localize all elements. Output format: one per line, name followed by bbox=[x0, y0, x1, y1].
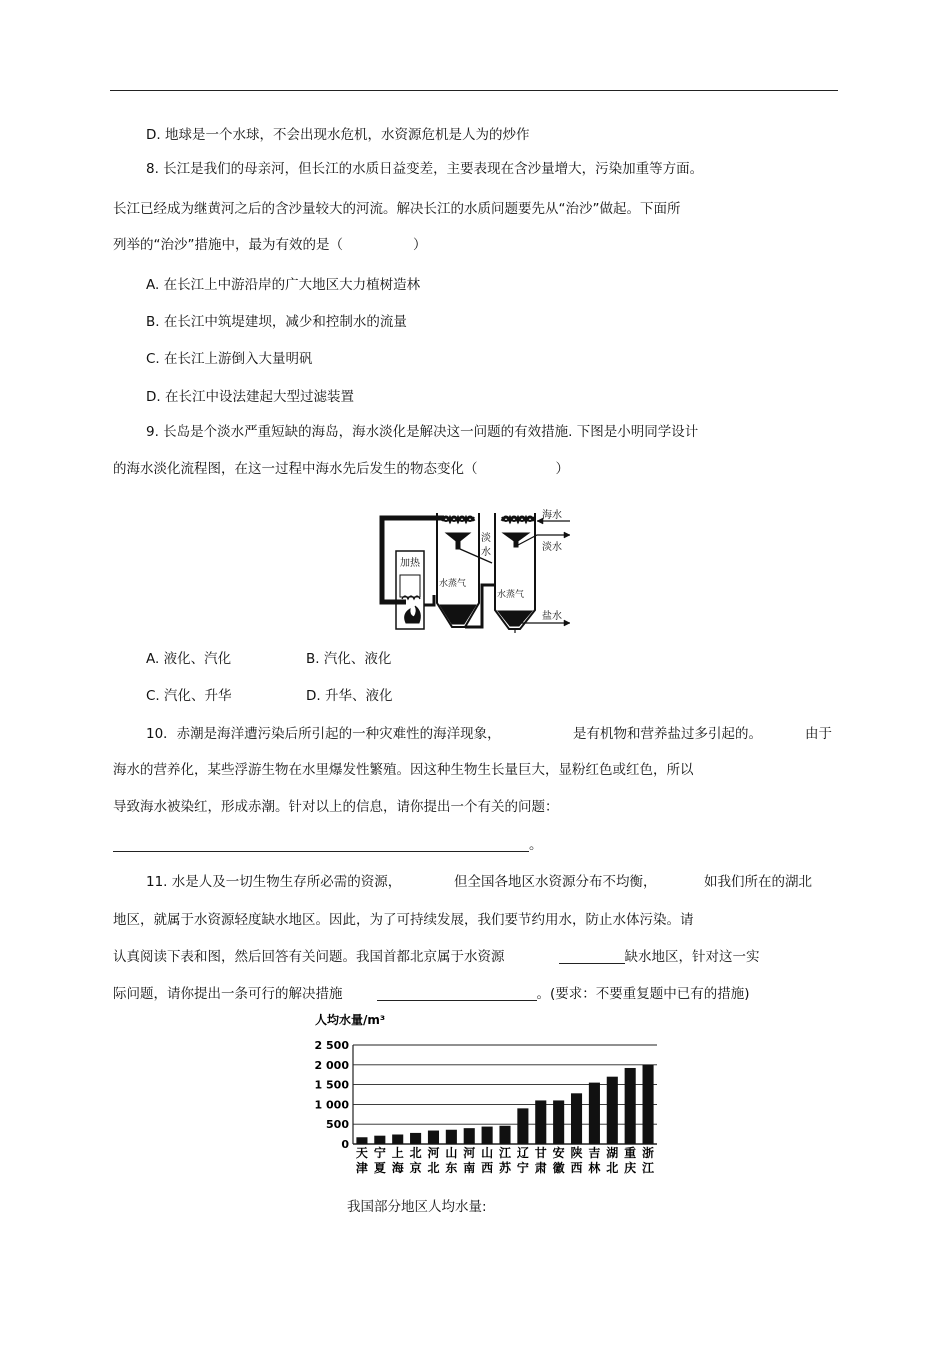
q7-option-d: D. 地球是一个水球，不会出现水危机，水资源危机是人为的炒作 bbox=[146, 127, 530, 143]
x-tick-label: 南 bbox=[463, 1161, 476, 1175]
freshwater-arrow-icon bbox=[564, 532, 570, 538]
x-tick-label: 宁 bbox=[373, 1146, 386, 1160]
desalination-diagram bbox=[372, 505, 577, 633]
y-tick-label: 2 500 bbox=[314, 1039, 349, 1052]
q10-stem-line1c: 由于 bbox=[805, 726, 832, 742]
q11-stem-line3 bbox=[113, 948, 760, 966]
q8-stem-line2: 长江已经成为继黄河之后的含沙量较大的河流。解决长江的水质问题要先从“治沙”做起。下面所 bbox=[113, 201, 681, 217]
bar-陕西 bbox=[571, 1093, 582, 1144]
q9-option-d: D. 升华、液化 bbox=[306, 688, 393, 704]
y-tick-label: 2 000 bbox=[314, 1058, 349, 1072]
x-tick-label: 甘 bbox=[534, 1146, 547, 1160]
bar-河北 bbox=[428, 1131, 439, 1144]
y-tick-label: 500 bbox=[326, 1118, 349, 1132]
bar-甘肃 bbox=[535, 1100, 546, 1144]
q11-stem-line2: 地区，就属于水资源轻度缺水地区。因此，为了可持续发展，我们要节约用水，防止水体污染。请 bbox=[113, 912, 694, 928]
x-tick-label: 安 bbox=[552, 1146, 565, 1160]
bar-天津 bbox=[356, 1137, 367, 1144]
q8-option-c: C. 在长江上游倒入大量明矾 bbox=[146, 351, 313, 367]
x-tick-label: 津 bbox=[355, 1161, 368, 1175]
x-tick-label: 夏 bbox=[373, 1161, 386, 1175]
q10-answer-line bbox=[113, 836, 543, 854]
bar-山东 bbox=[446, 1130, 457, 1144]
x-tick-label: 湖 bbox=[606, 1146, 619, 1160]
q11-stem-line1a: 11. 水是人及一切生物生存所必需的资源， bbox=[146, 874, 402, 890]
q11-stem-text4b: 。(要求：不要重复题中已有的措施) bbox=[536, 986, 750, 1002]
bar-重庆 bbox=[625, 1068, 636, 1144]
x-tick-label: 海 bbox=[391, 1161, 404, 1175]
header-rule bbox=[110, 90, 838, 91]
q9-stem-line1: 9. 长岛是个淡水严重短缺的海岛，海水淡化是解决这一问题的有效措施. 下图是小明同学设计 bbox=[146, 424, 699, 440]
water-per-capita-chart bbox=[305, 1012, 665, 1184]
bar-河南 bbox=[464, 1128, 475, 1144]
bar-辽宁 bbox=[517, 1108, 528, 1144]
x-tick-label: 天 bbox=[355, 1146, 368, 1160]
y-tick-label: 1 000 bbox=[314, 1098, 349, 1112]
q9-paren-close: ） bbox=[555, 461, 569, 477]
q8-paren-close: ） bbox=[413, 237, 427, 253]
bar-北京 bbox=[410, 1133, 421, 1144]
x-tick-label: 山 bbox=[481, 1146, 494, 1160]
chart-caption: 我国部分地区人均水量: bbox=[347, 1199, 487, 1215]
label-brine: 盐水 bbox=[542, 611, 562, 622]
x-tick-label: 东 bbox=[445, 1161, 458, 1175]
x-tick-label: 西 bbox=[570, 1161, 583, 1175]
q8-option-d: D. 在长江中设法建起大型过滤装置 bbox=[146, 389, 354, 405]
q8-stem-line1: 8. 长江是我们的母亲河，但长江的水质日益变差，主要表现在含沙量增大，污染加重等方面。 bbox=[146, 161, 704, 177]
label-heat: 加热 bbox=[400, 558, 420, 569]
flame-icon bbox=[405, 606, 421, 623]
q11-stem-line4 bbox=[113, 985, 750, 1003]
x-tick-label: 陕 bbox=[570, 1146, 583, 1160]
q9-stem-line2 bbox=[113, 460, 569, 478]
x-tick-label: 辽 bbox=[516, 1146, 529, 1160]
bar-吉林 bbox=[589, 1083, 600, 1144]
x-tick-label: 京 bbox=[409, 1161, 422, 1175]
q8-option-a: A. 在长江上中游沿岸的广大地区大力植树造林 bbox=[146, 277, 421, 293]
q11-stem-text4: 际问题，请你提出一条可行的解决措施 bbox=[113, 986, 343, 1002]
q9-option-b: B. 汽化、液化 bbox=[306, 651, 392, 667]
label-vapor-2: 水蒸气 bbox=[497, 590, 525, 600]
x-tick-label: 重 bbox=[624, 1146, 637, 1160]
x-tick-label: 山 bbox=[445, 1146, 458, 1160]
x-tick-label: 宁 bbox=[516, 1161, 529, 1175]
q11-stem-text3: 认真阅读下表和图，然后回答有关问题。我国首都北京属于水资源 bbox=[113, 949, 505, 965]
x-tick-label: 河 bbox=[463, 1146, 476, 1160]
q10-stem-line1a: 10．赤潮是海洋遭污染后所引起的一种灾难性的海洋现象， bbox=[146, 726, 501, 742]
bar-江苏 bbox=[499, 1126, 510, 1144]
label-vapor-1: 水蒸气 bbox=[439, 579, 467, 589]
bar-浙江 bbox=[643, 1065, 654, 1144]
y-tick-label: 0 bbox=[341, 1138, 349, 1151]
label-seawater: 海水 bbox=[542, 510, 562, 521]
x-tick-label: 苏 bbox=[498, 1161, 512, 1175]
q10-period: 。 bbox=[529, 837, 543, 853]
q8-stem-line3 bbox=[113, 236, 427, 254]
q8-stem-text: 列举的“治沙”措施中，最为有效的是（ bbox=[113, 237, 343, 253]
x-tick-label: 江 bbox=[642, 1161, 655, 1175]
x-tick-label: 徽 bbox=[552, 1161, 565, 1175]
funnel-1 bbox=[446, 533, 470, 549]
label-fresh-1: 淡 bbox=[481, 533, 491, 544]
q10-stem-line1b: 是有机物和营养盐过多引起的。 bbox=[573, 726, 762, 742]
q11-stem-line1c: 如我们所在的湖北 bbox=[704, 874, 812, 890]
q11-blank-2[interactable] bbox=[377, 986, 537, 1001]
bar-宁夏 bbox=[374, 1136, 385, 1144]
q11-blank-1[interactable] bbox=[559, 949, 625, 964]
bar-安徽 bbox=[553, 1100, 564, 1144]
q11-stem-text3b: 缺水地区，针对这一实 bbox=[624, 949, 760, 965]
y-tick-label: 1 500 bbox=[314, 1078, 349, 1092]
q10-stem-line3: 导致海水被染红，形成赤潮。针对以上的信息，请你提出一个有关的问题： bbox=[113, 799, 559, 815]
bar-湖北 bbox=[607, 1077, 618, 1144]
x-tick-label: 北 bbox=[427, 1161, 440, 1175]
x-tick-label: 吉 bbox=[588, 1146, 601, 1160]
q9-stem-text: 的海水淡化流程图，在这一过程中海水先后发生的物态变化（ bbox=[113, 461, 478, 477]
heater-vessel bbox=[400, 575, 420, 597]
x-tick-label: 北 bbox=[409, 1146, 422, 1160]
brine-arrow-icon bbox=[564, 620, 570, 626]
x-tick-label: 北 bbox=[606, 1161, 619, 1175]
label-fresh-2: 水 bbox=[481, 547, 491, 558]
x-tick-label: 浙 bbox=[642, 1146, 655, 1160]
q8-option-b: B. 在长江中筑堤建坝，减少和控制水的流量 bbox=[146, 314, 407, 330]
x-tick-label: 西 bbox=[481, 1161, 494, 1175]
label-freshwater: 淡水 bbox=[542, 542, 562, 553]
x-tick-label: 庆 bbox=[624, 1161, 637, 1175]
x-tick-label: 上 bbox=[391, 1146, 404, 1160]
bar-上海 bbox=[392, 1134, 403, 1144]
q10-answer-blank[interactable] bbox=[113, 837, 529, 852]
x-tick-label: 林 bbox=[588, 1161, 601, 1175]
q9-option-a: A. 液化、汽化 bbox=[146, 651, 232, 667]
x-tick-label: 河 bbox=[427, 1146, 440, 1160]
x-tick-label: 江 bbox=[498, 1146, 512, 1160]
funnel-2 bbox=[503, 533, 529, 547]
q9-option-c: C. 汽化、升华 bbox=[146, 688, 232, 704]
chart-ylabel: 人均水量/m³ bbox=[315, 1013, 386, 1027]
q10-stem-line2: 海水的营养化，某些浮游生物在水里爆发性繁殖。因这种生物生长量巨大，显粉红色或红色，所以 bbox=[113, 762, 694, 778]
x-tick-label: 肃 bbox=[534, 1161, 547, 1175]
q11-stem-line1b: 但全国各地区水资源分布不均衡， bbox=[454, 874, 657, 890]
bar-山西 bbox=[482, 1127, 493, 1144]
